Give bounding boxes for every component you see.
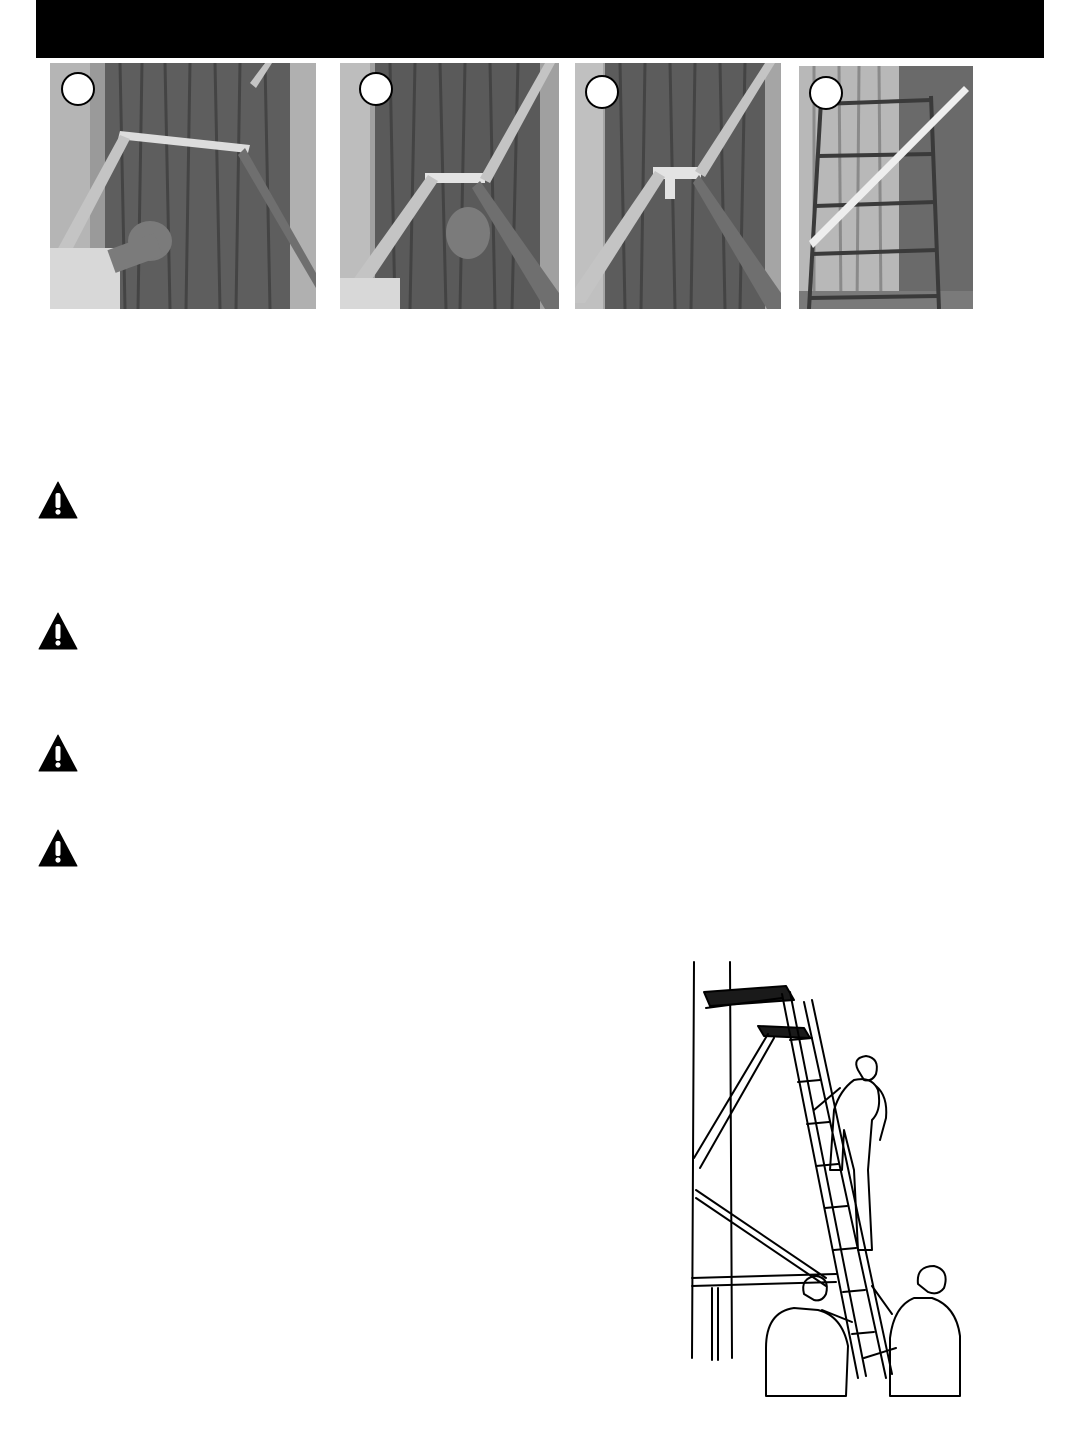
step-badge-3 (585, 75, 619, 109)
step-badge-1 (61, 72, 95, 106)
step-badge-2 (359, 72, 393, 106)
step-2-photo (340, 63, 559, 309)
step-badge-4 (809, 76, 843, 110)
warning-icon (38, 481, 78, 519)
step-4-photo (799, 66, 973, 309)
step-3-photo (575, 63, 781, 309)
ladder-stand-raising-illustration (686, 958, 976, 1408)
warning-icon (38, 734, 78, 772)
warning-icon (38, 612, 78, 650)
warning-icon (38, 829, 78, 867)
header-bar (36, 0, 1044, 58)
step-1-photo (50, 63, 316, 309)
